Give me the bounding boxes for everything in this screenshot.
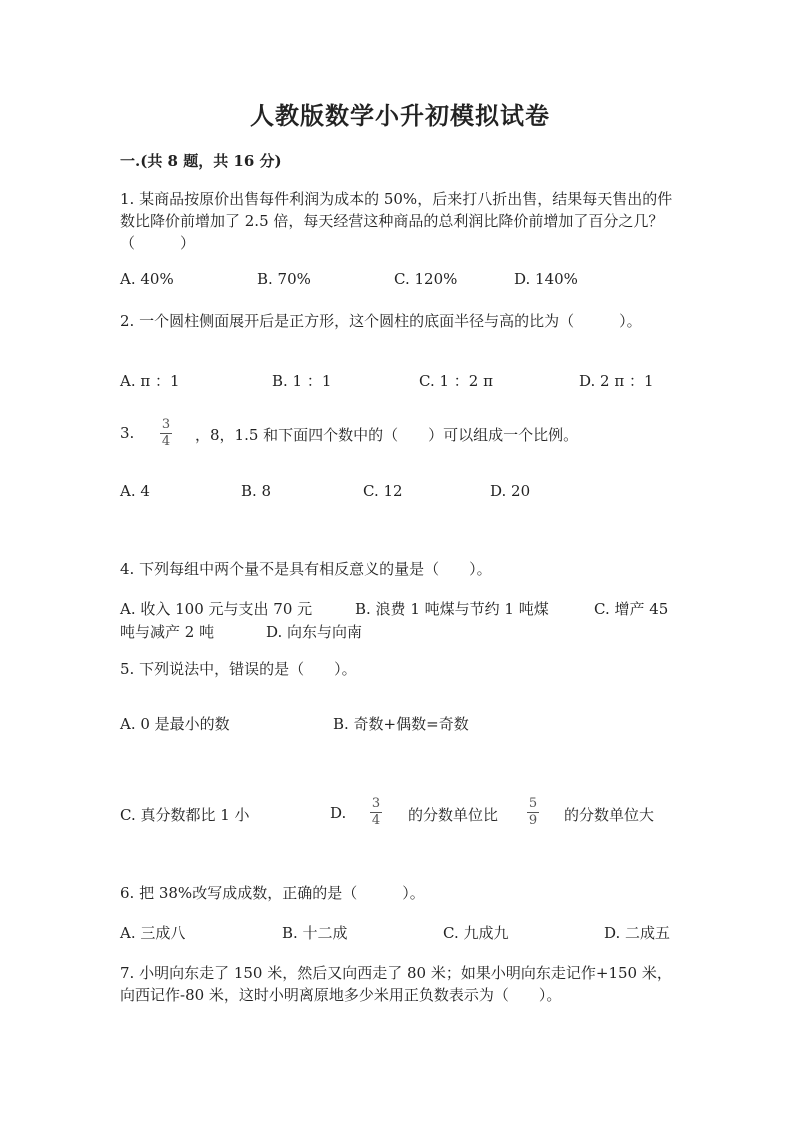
q6-option-d: D. 二成五 (604, 924, 671, 942)
q5-option-d-suffix: 的分数单位大 (564, 806, 655, 824)
question-3-text: ，8，1.5 和下面四个数中的（ ）可以组成一个比例。 (195, 426, 579, 444)
q6-option-a: A. 三成八 (120, 924, 186, 942)
question-7-text: 7. 小明向东走了 150 米，然后又向西走了 80 米；如果小明向东走记作+150 米，向西记作-80 米，这时小明离原地多少米用正负数表示为（ ）。 (120, 964, 672, 1004)
question-1-text: 1. 某商品按原价出售每件利润为成本的 50%，后来打八折出售，结果每天售出的件数比降价前增加了 2.5 倍，每天经营这种商品的总利润比降价前增加了百分之几？（ ） (120, 190, 673, 252)
q5-fraction-a (370, 797, 382, 828)
q3-option-d: D. 20 (490, 482, 531, 500)
question-4-text: 4. 下列每组中两个量不是具有相反意义的量是（ ）。 (120, 560, 492, 578)
q1-option-d: D. 140% (514, 270, 578, 288)
q1-option-a: A. 40% (120, 270, 174, 288)
q6-option-b: B. 十二成 (282, 924, 348, 942)
q5-fraction-a-numerator: 3 (371, 796, 381, 811)
q3-fraction-numerator: 3 (161, 417, 171, 432)
q2-option-c: C. 1 ：2 π (419, 372, 493, 390)
q6-option-c: C. 九成九 (443, 924, 509, 942)
q5-fraction-b (527, 797, 539, 828)
question-5-text: 5. 下列说法中，错误的是（ ）。 (120, 660, 357, 678)
question-6-text: 6. 把 38%改写成成数，正确的是（ ）。 (120, 884, 425, 902)
q1-option-b: B. 70% (257, 270, 311, 288)
q5-option-d-label: D. (330, 804, 347, 822)
q5-fraction-b-denominator: 9 (528, 813, 538, 828)
question-3-number: 3. (120, 424, 135, 442)
q5-option-a: A. 0 是最小的数 (120, 715, 230, 733)
q3-fraction (160, 418, 172, 449)
q5-option-d-middle: 的分数单位比 (408, 806, 499, 824)
q5-fraction-a-denominator: 4 (371, 813, 381, 828)
q4-option-c-continued: 吨与减产 2 吨 (120, 623, 215, 641)
q3-option-a: A. 4 (120, 482, 150, 500)
q4-option-c: C. 增产 45 (594, 600, 669, 618)
question-2-text: 2. 一个圆柱侧面展开后是正方形，这个圆柱的底面半径与高的比为（ ）。 (120, 312, 642, 330)
q2-option-a: A. π ：1 (120, 372, 180, 390)
q5-option-b: B. 奇数+偶数=奇数 (333, 715, 469, 733)
q5-option-c: C. 真分数都比 1 小 (120, 806, 250, 824)
q2-option-d: D. 2 π ：1 (579, 372, 654, 390)
q2-option-b: B. 1 ：1 (272, 372, 332, 390)
q1-option-c: C. 120% (394, 270, 458, 288)
q5-fraction-b-numerator: 5 (528, 796, 538, 811)
q3-option-b: B. 8 (241, 482, 272, 500)
section-heading: 一.(共 8 题，共 16 分) (120, 152, 282, 170)
q4-option-b: B. 浪费 1 吨煤与节约 1 吨煤 (355, 600, 549, 618)
q4-option-d: D. 向东与向南 (266, 623, 363, 641)
q4-option-a: A. 收入 100 元与支出 70 元 (120, 600, 313, 618)
exam-title: 人教版数学小升初模拟试卷 (250, 101, 550, 130)
q3-fraction-denominator: 4 (161, 434, 171, 449)
q3-option-c: C. 12 (363, 482, 403, 500)
